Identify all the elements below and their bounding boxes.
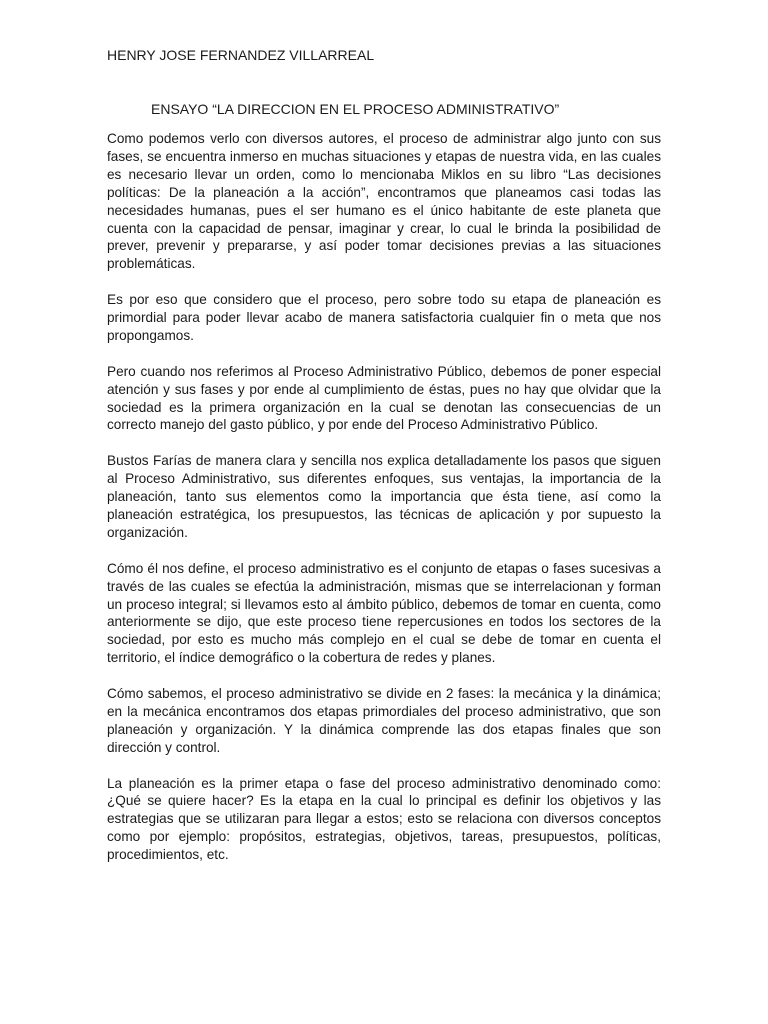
paragraph: Como podemos verlo con diversos autores, el proceso de administrar algo junto con sus fases, se encuentra inmerso en muchas situaciones y etapas de nuestra vida, en las cuales es necesario llevar un orden, como lo mencionaba Miklos en su libro “Las decisiones políticas: De la planeación a la acción”, encontramos que planeamos casi todas las necesidades humanas, pues el ser humano es el único habitante de este planeta que cuenta con la capacidad de pensar, imaginar y crear, lo cual le brinda la posibilidad de prever, prevenir y prepararse, y así poder tomar decisiones previas a las situaciones problemáticas. bbox=[107, 131, 661, 272]
paragraph: Bustos Farías de manera clara y sencilla nos explica detalladamente los pasos que siguen al Proceso Administrativo, sus diferentes enfoques, sus ventajas, la importancia de la planeación, tanto sus elementos como la importancia que ésta tiene, así como la planeación estratégica, los presupuestos, las técnicas de aplicación y por supuesto la organización. bbox=[107, 453, 661, 540]
paragraph: Cómo sabemos, el proceso administrativo se divide en 2 fases: la mecánica y la dinámica; en la mecánica encontramos dos etapas primordiales del proceso administrativo, que son planeación y organización. Y la dinámica comprende las dos etapas finales que son dirección y control. bbox=[107, 686, 661, 755]
paragraph: Cómo él nos define, el proceso administrativo es el conjunto de etapas o fases sucesivas a través de las cuales se efectúa la administración, mismas que se interrelacionan y forman un proceso integral; si llevamos esto al ámbito público, debemos de tomar en cuenta, como anteriormente se dijo, que este proceso tiene repercusiones en todos los sectores de la sociedad, por esto es mucho más complejo en el cual se debe de tomar en cuenta el territorio, el índice demográfico o la cobertura de redes y planes. bbox=[107, 560, 661, 666]
document-body bbox=[107, 130, 661, 882]
paragraph: Es por eso que considero que el proceso, pero sobre todo su etapa de planeación es primordial para poder llevar acabo de manera satisfactoria cualquier fin o meta que nos propongamos. bbox=[107, 292, 661, 343]
author-name: HENRY JOSE FERNANDEZ VILLARREAL bbox=[107, 47, 375, 63]
document-title: ENSAYO “LA DIRECCION EN EL PROCESO ADMINISTRATIVO” bbox=[151, 101, 560, 117]
paragraph: La planeación es la primer etapa o fase del proceso administrativo denominado como: ¿Qué se quiere hacer? Es la etapa en la cual lo principal es definir los objetivos y las estrategias que se utilizaran para llegar a estos; esto se relaciona con diversos conceptos como por ejemplo: propósitos, estrategias, objetivos, tareas, presupuestos, políticas, procedimientos, etc. bbox=[107, 775, 661, 863]
paragraph: Pero cuando nos referimos al Proceso Administrativo Público, debemos de poner especial atención y sus fases y por ende al cumplimiento de éstas, pues no hay que olvidar que la sociedad es la primera organización en la cual se denotan las consecuencias de un correcto manejo del gasto público, y por ende del Proceso Administrativo Público. bbox=[107, 363, 661, 433]
